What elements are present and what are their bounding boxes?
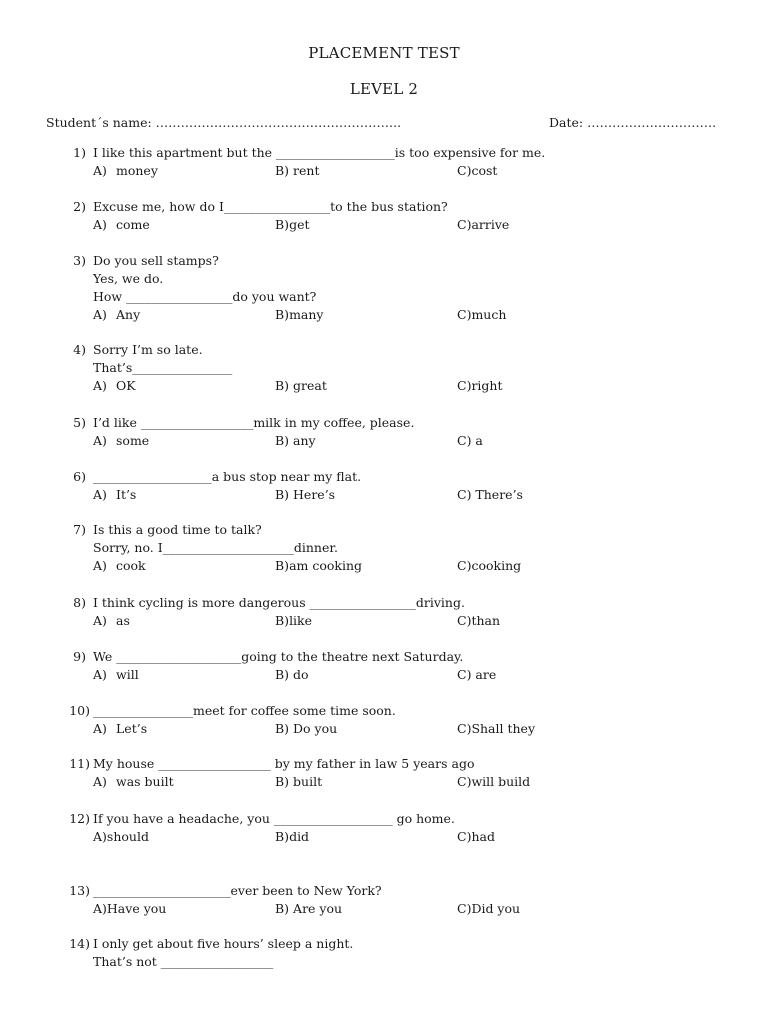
option-b: B) rent xyxy=(275,163,320,178)
option-b: B) any xyxy=(275,433,316,448)
option-c: C)had xyxy=(457,829,495,844)
option-a: A)Have you xyxy=(93,901,167,916)
question-number: 4) xyxy=(73,342,86,357)
date-field: Date: …………………………. xyxy=(549,115,717,130)
question-item xyxy=(0,702,768,738)
question-number: 9) xyxy=(73,649,86,664)
answer-options xyxy=(0,377,768,395)
question-text: I’d like __________________milk in my coffee, please. xyxy=(93,415,415,430)
question-number: 6) xyxy=(73,469,86,484)
level-heading: LEVEL 2 xyxy=(349,80,419,98)
question-text: ______________________ever been to New York? xyxy=(93,883,382,898)
question-item xyxy=(0,882,768,918)
option-a: A)should xyxy=(93,829,149,844)
answer-options xyxy=(0,666,768,684)
question-number: 8) xyxy=(73,595,86,610)
question-number: 11) xyxy=(69,756,90,771)
question-item xyxy=(0,594,768,630)
question-text: Do you sell stamps? xyxy=(93,253,219,268)
option-a: A) was built xyxy=(93,774,174,789)
question-text: I like this apartment but the ___________________is too expensive for me. xyxy=(93,145,546,160)
answer-options xyxy=(0,900,768,918)
option-a: A) OK xyxy=(93,378,136,393)
answer-options xyxy=(0,720,768,738)
answer-options xyxy=(0,557,768,575)
option-a: A) Any xyxy=(93,307,141,322)
option-c: C)right xyxy=(457,378,503,393)
question-item xyxy=(0,521,768,575)
question-number: 14) xyxy=(69,936,90,951)
option-a: A) It’s xyxy=(93,487,137,502)
option-b: B) Do you xyxy=(275,721,338,736)
question-text: Excuse me, how do I_________________to the bus station? xyxy=(93,199,448,214)
option-c: C) are xyxy=(457,667,497,682)
question-number: 2) xyxy=(73,199,86,214)
question-text: Is this a good time to talk? xyxy=(93,522,262,537)
question-item xyxy=(0,935,768,971)
option-c: C)cooking xyxy=(457,558,522,573)
option-c: C) There’s xyxy=(457,487,523,502)
question-item xyxy=(0,144,768,180)
question-text: ________________meet for coffee some time soon. xyxy=(93,703,396,718)
answer-options xyxy=(0,306,768,324)
option-a: A) will xyxy=(93,667,139,682)
answer-options xyxy=(0,828,768,846)
answer-options xyxy=(0,162,768,180)
option-b: B)did xyxy=(275,829,310,844)
answer-options xyxy=(0,432,768,450)
option-a: A) cook xyxy=(93,558,146,573)
question-text: ___________________a bus stop near my flat. xyxy=(93,469,362,484)
question-text: Sorry, no. I_____________________dinner. xyxy=(93,540,338,555)
question-text: That’s not __________________ xyxy=(93,954,274,969)
option-a: A) Let’s xyxy=(93,721,148,736)
question-item xyxy=(0,648,768,684)
question-text: Sorry I’m so late. xyxy=(93,342,203,357)
option-c: C)arrive xyxy=(457,217,510,232)
option-a: A) come xyxy=(93,217,150,232)
answer-options xyxy=(0,773,768,791)
question-text: How _________________do you want? xyxy=(93,289,317,304)
question-number: 13) xyxy=(69,883,90,898)
option-c: C)Did you xyxy=(457,901,521,916)
question-text: My house __________________ by my father in law 5 years ago xyxy=(93,756,475,771)
question-item xyxy=(0,468,768,504)
option-c: C)cost xyxy=(457,163,498,178)
option-b: B) great xyxy=(275,378,327,393)
question-number: 5) xyxy=(73,415,86,430)
option-c: C)much xyxy=(457,307,507,322)
question-number: 1) xyxy=(73,145,86,160)
option-a: A) money xyxy=(93,163,158,178)
option-c: C)will build xyxy=(457,774,531,789)
question-text: I only get about five hours’ sleep a night. xyxy=(93,936,354,951)
option-b: B)many xyxy=(275,307,324,322)
question-item xyxy=(0,414,768,450)
question-item xyxy=(0,341,768,395)
option-c: C)Shall they xyxy=(457,721,536,736)
option-b: B)get xyxy=(275,217,310,232)
option-b: B)like xyxy=(275,613,313,628)
student-name-field: Student´s name: ………………………………………………….. xyxy=(46,115,402,130)
question-text: Yes, we do. xyxy=(93,271,164,286)
option-b: B) built xyxy=(275,774,323,789)
option-b: B) Here’s xyxy=(275,487,336,502)
question-number: 7) xyxy=(73,522,86,537)
question-text: I think cycling is more dangerous _________________driving. xyxy=(93,595,465,610)
question-item xyxy=(0,810,768,846)
option-a: A) as xyxy=(93,613,130,628)
option-a: A) some xyxy=(93,433,150,448)
page-title: PLACEMENT TEST xyxy=(308,44,460,62)
question-item xyxy=(0,252,768,324)
question-number: 10) xyxy=(69,703,90,718)
option-c: C)than xyxy=(457,613,501,628)
answer-options xyxy=(0,216,768,234)
option-b: B) do xyxy=(275,667,309,682)
answer-options xyxy=(0,486,768,504)
question-text: We ____________________going to the theatre next Saturday. xyxy=(93,649,464,664)
question-text: That’s________________ xyxy=(93,360,233,375)
question-number: 12) xyxy=(69,811,90,826)
option-c: C) a xyxy=(457,433,483,448)
question-item xyxy=(0,198,768,234)
option-b: B)am cooking xyxy=(275,558,363,573)
answer-options xyxy=(0,612,768,630)
question-number: 3) xyxy=(73,253,86,268)
option-b: B) Are you xyxy=(275,901,343,916)
question-item xyxy=(0,755,768,791)
question-text: If you have a headache, you ___________________ go home. xyxy=(93,811,455,826)
